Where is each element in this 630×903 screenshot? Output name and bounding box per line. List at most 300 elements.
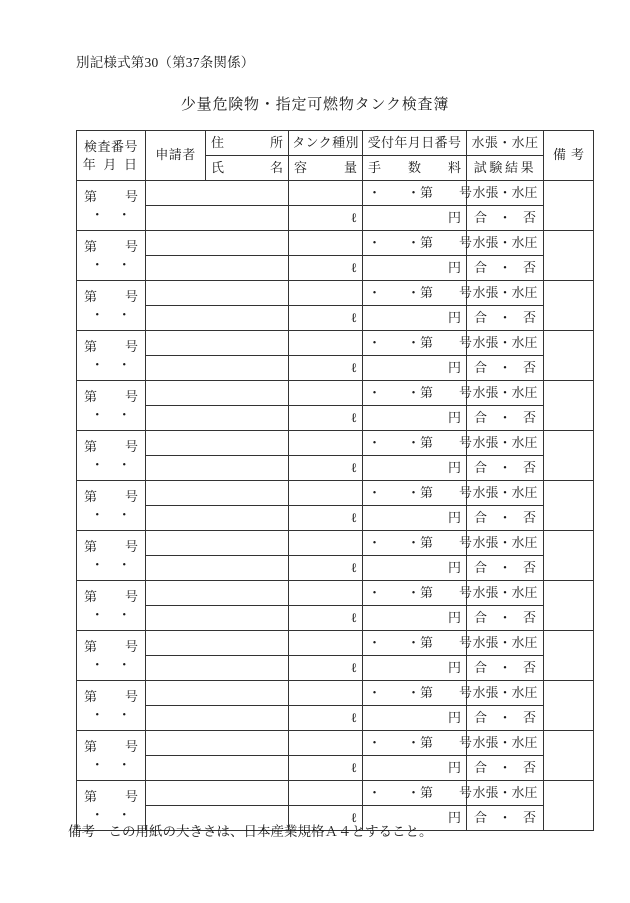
cell-fee-unit: 円 <box>447 509 461 525</box>
header-remarks <box>544 131 594 181</box>
page-title: 少量危険物・指定可燃物タンク検査簿 <box>180 97 450 113</box>
cell-test-result-separator: ・ <box>498 559 512 575</box>
cell-receipt-date-number[interactable] <box>363 581 473 606</box>
cell-address[interactable] <box>146 431 289 456</box>
cell-capacity[interactable] <box>289 556 363 581</box>
row-date-dots: ・ ・ <box>90 206 132 222</box>
header-address <box>206 131 289 156</box>
row-date-dots: ・ ・ <box>90 756 132 772</box>
cell-capacity-unit: ℓ <box>350 559 357 575</box>
cell-address[interactable] <box>146 581 289 606</box>
row-date-dots: ・ ・ <box>90 706 132 722</box>
table-row <box>77 306 594 331</box>
cell-test-type-value: 水張・水圧 <box>472 184 538 200</box>
cell-test-result[interactable] <box>467 356 544 381</box>
table-row <box>77 456 594 481</box>
cell-remarks[interactable] <box>544 781 594 831</box>
cell-test-type[interactable] <box>467 381 544 406</box>
cell-test-result[interactable] <box>467 306 544 331</box>
cell-fee[interactable] <box>363 306 467 331</box>
row-number-prefix: 第 <box>84 638 98 654</box>
cell-test-result[interactable] <box>467 656 544 681</box>
table-row <box>77 756 594 781</box>
cell-inspection-number-date[interactable] <box>77 731 146 781</box>
cell-test-type[interactable] <box>467 731 544 756</box>
cell-tank-type[interactable] <box>289 281 363 306</box>
cell-capacity-unit: ℓ <box>350 259 357 275</box>
header-inspection-number-label: 検査番号 <box>83 138 138 154</box>
table-row <box>77 381 594 406</box>
cell-test-result[interactable] <box>467 806 544 831</box>
row-number-suffix: 号 <box>124 738 138 754</box>
cell-test-result-fail: 否 <box>522 259 536 275</box>
cell-inspection-number-date[interactable] <box>77 331 146 381</box>
cell-test-result-fail: 否 <box>522 509 536 525</box>
cell-test-type-value: 水張・水圧 <box>472 484 538 500</box>
cell-capacity[interactable] <box>289 256 363 281</box>
cell-inspection-number-date[interactable] <box>77 281 146 331</box>
cell-fee-unit: 円 <box>447 809 461 825</box>
row-date-dots: ・ ・ <box>90 306 132 322</box>
inspection-register-table <box>76 130 594 831</box>
cell-test-result-pass: 合 <box>474 609 488 625</box>
form-number: 別記様式第30（第37条関係） <box>76 55 255 70</box>
cell-receipt-value: ・ ・第 号 <box>368 234 473 250</box>
cell-test-type[interactable] <box>467 281 544 306</box>
cell-tank-type[interactable] <box>289 481 363 506</box>
cell-fee-unit: 円 <box>447 609 461 625</box>
header-address-label-1: 住 <box>211 134 225 150</box>
table-row <box>77 706 594 731</box>
cell-test-type[interactable] <box>467 681 544 706</box>
header-tank-type <box>289 131 363 156</box>
header-test-result-label: 試験結果 <box>473 159 537 175</box>
cell-receipt-value: ・ ・第 号 <box>368 684 473 700</box>
cell-receipt-value: ・ ・第 号 <box>368 784 473 800</box>
cell-remarks[interactable] <box>544 681 594 731</box>
cell-remarks[interactable] <box>544 481 594 531</box>
cell-test-result-fail: 否 <box>522 759 536 775</box>
cell-test-type-value: 水張・水圧 <box>472 784 538 800</box>
cell-test-result-separator: ・ <box>498 409 512 425</box>
table-row <box>77 256 594 281</box>
cell-test-result-pass: 合 <box>474 809 488 825</box>
cell-receipt-value: ・ ・第 号 <box>368 284 473 300</box>
cell-capacity[interactable] <box>289 206 363 231</box>
cell-test-result-separator: ・ <box>498 809 512 825</box>
row-date-dots: ・ ・ <box>90 356 132 372</box>
cell-test-result-pass: 合 <box>474 459 488 475</box>
cell-address[interactable] <box>146 731 289 756</box>
header-test-result <box>467 156 544 181</box>
cell-address[interactable] <box>146 231 289 256</box>
cell-tank-type[interactable] <box>289 781 363 806</box>
cell-fee-unit: 円 <box>447 259 461 275</box>
cell-fee[interactable] <box>363 656 467 681</box>
cell-name[interactable] <box>146 556 289 581</box>
header-name-label-2: 名 <box>269 159 283 175</box>
cell-inspection-number-date[interactable] <box>77 231 146 281</box>
cell-address[interactable] <box>146 781 289 806</box>
cell-test-result-separator: ・ <box>498 209 512 225</box>
cell-capacity[interactable] <box>289 756 363 781</box>
cell-test-result[interactable] <box>467 406 544 431</box>
row-number-suffix: 号 <box>124 588 138 604</box>
cell-test-result-pass: 合 <box>474 659 488 675</box>
cell-test-result[interactable] <box>467 456 544 481</box>
header-inspection-number-date <box>77 131 146 181</box>
cell-receipt-date-number[interactable] <box>363 381 473 406</box>
cell-address[interactable] <box>146 531 289 556</box>
header-tank-type-label: タンク種別 <box>292 134 359 150</box>
cell-tank-type[interactable] <box>289 681 363 706</box>
cell-fee[interactable] <box>363 606 467 631</box>
header-fee-label-3: 料 <box>447 159 461 175</box>
cell-tank-type[interactable] <box>289 181 363 206</box>
cell-test-result-pass: 合 <box>474 259 488 275</box>
cell-capacity[interactable] <box>289 706 363 731</box>
cell-remarks[interactable] <box>544 231 594 281</box>
cell-receipt-value: ・ ・第 号 <box>368 534 473 550</box>
cell-address[interactable] <box>146 181 289 206</box>
cell-receipt-date-number[interactable] <box>363 531 473 556</box>
cell-test-result-separator: ・ <box>498 509 512 525</box>
cell-test-result-pass: 合 <box>474 709 488 725</box>
cell-remarks[interactable] <box>544 431 594 481</box>
cell-capacity-unit: ℓ <box>350 359 357 375</box>
table-row <box>77 356 594 381</box>
row-number-suffix: 号 <box>124 388 138 404</box>
table-row <box>77 606 594 631</box>
row-number-suffix: 号 <box>124 188 138 204</box>
cell-fee[interactable] <box>363 756 467 781</box>
cell-test-result-pass: 合 <box>474 559 488 575</box>
cell-receipt-date-number[interactable] <box>363 331 473 356</box>
cell-receipt-date-number[interactable] <box>363 231 473 256</box>
cell-capacity-unit: ℓ <box>350 509 357 525</box>
header-receipt-date-number-label: 受付年月日番号 <box>367 134 462 150</box>
table-row <box>77 681 594 706</box>
table-row <box>77 331 594 356</box>
cell-name[interactable] <box>146 306 289 331</box>
cell-test-type[interactable] <box>467 481 544 506</box>
cell-inspection-number-date[interactable] <box>77 681 146 731</box>
cell-capacity-unit: ℓ <box>350 659 357 675</box>
table-row <box>77 481 594 506</box>
row-number-suffix: 号 <box>124 288 138 304</box>
cell-test-result-pass: 合 <box>474 359 488 375</box>
cell-tank-type[interactable] <box>289 731 363 756</box>
header-capacity <box>289 156 363 181</box>
row-date-dots: ・ ・ <box>90 456 132 472</box>
table-row <box>77 181 594 206</box>
cell-fee-unit: 円 <box>447 659 461 675</box>
cell-test-type[interactable] <box>467 581 544 606</box>
row-date-dots: ・ ・ <box>90 606 132 622</box>
row-number-suffix: 号 <box>124 438 138 454</box>
cell-tank-type[interactable] <box>289 581 363 606</box>
cell-test-type[interactable] <box>467 181 544 206</box>
header-address-label-2: 所 <box>269 134 283 150</box>
cell-name[interactable] <box>146 256 289 281</box>
header-capacity-label-2: 量 <box>343 159 357 175</box>
cell-fee-unit: 円 <box>447 409 461 425</box>
row-number-prefix: 第 <box>84 388 98 404</box>
cell-test-result-fail: 否 <box>522 359 536 375</box>
row-number-prefix: 第 <box>84 588 98 604</box>
row-date-dots: ・ ・ <box>90 506 132 522</box>
cell-remarks[interactable] <box>544 281 594 331</box>
cell-test-result-separator: ・ <box>498 609 512 625</box>
cell-test-result-fail: 否 <box>522 609 536 625</box>
cell-test-type[interactable] <box>467 781 544 806</box>
cell-test-result-separator: ・ <box>498 309 512 325</box>
row-number-prefix: 第 <box>84 238 98 254</box>
cell-receipt-date-number[interactable] <box>363 181 473 206</box>
cell-fee-unit: 円 <box>447 709 461 725</box>
cell-remarks[interactable] <box>544 531 594 581</box>
cell-fee[interactable] <box>363 256 467 281</box>
cell-test-result-separator: ・ <box>498 259 512 275</box>
cell-inspection-number-date[interactable] <box>77 431 146 481</box>
cell-tank-type[interactable] <box>289 531 363 556</box>
cell-name[interactable] <box>146 706 289 731</box>
cell-name[interactable] <box>146 656 289 681</box>
cell-capacity[interactable] <box>289 356 363 381</box>
cell-capacity-unit: ℓ <box>350 609 357 625</box>
row-number-prefix: 第 <box>84 788 98 804</box>
cell-fee-unit: 円 <box>447 309 461 325</box>
cell-test-result-fail: 否 <box>522 209 536 225</box>
cell-name[interactable] <box>146 756 289 781</box>
cell-capacity-unit: ℓ <box>350 809 357 825</box>
cell-test-result[interactable] <box>467 206 544 231</box>
row-number-prefix: 第 <box>84 488 98 504</box>
cell-capacity[interactable] <box>289 656 363 681</box>
cell-fee[interactable] <box>363 456 467 481</box>
cell-name[interactable] <box>146 406 289 431</box>
cell-receipt-date-number[interactable] <box>363 481 473 506</box>
cell-test-type-value: 水張・水圧 <box>472 334 538 350</box>
cell-test-result[interactable] <box>467 756 544 781</box>
cell-fee[interactable] <box>363 406 467 431</box>
cell-test-result-pass: 合 <box>474 309 488 325</box>
cell-receipt-value: ・ ・第 号 <box>368 184 473 200</box>
row-number-prefix: 第 <box>84 538 98 554</box>
cell-capacity[interactable] <box>289 456 363 481</box>
header-test-type <box>467 131 544 156</box>
footnote: 備考 この用紙の大きさは、日本産業規格Ａ４とすること。 <box>68 824 433 839</box>
cell-test-type[interactable] <box>467 531 544 556</box>
cell-receipt-value: ・ ・第 号 <box>368 734 473 750</box>
table-row <box>77 206 594 231</box>
cell-name[interactable] <box>146 506 289 531</box>
cell-capacity[interactable] <box>289 606 363 631</box>
cell-name[interactable] <box>146 606 289 631</box>
table-row <box>77 506 594 531</box>
header-fee-label-2: 数 <box>407 159 421 175</box>
table-row <box>77 431 594 456</box>
cell-capacity[interactable] <box>289 406 363 431</box>
cell-capacity-unit: ℓ <box>350 759 357 775</box>
cell-remarks[interactable] <box>544 731 594 781</box>
cell-address[interactable] <box>146 281 289 306</box>
cell-test-result[interactable] <box>467 606 544 631</box>
cell-inspection-number-date[interactable] <box>77 581 146 631</box>
cell-address[interactable] <box>146 681 289 706</box>
header-fee-label-1: 手 <box>368 159 382 175</box>
cell-test-type-value: 水張・水圧 <box>472 634 538 650</box>
row-number-suffix: 号 <box>124 788 138 804</box>
cell-address[interactable] <box>146 381 289 406</box>
row-number-suffix: 号 <box>124 488 138 504</box>
row-number-suffix: 号 <box>124 238 138 254</box>
row-date-dots: ・ ・ <box>90 406 132 422</box>
table-row <box>77 556 594 581</box>
cell-test-type-value: 水張・水圧 <box>472 384 538 400</box>
cell-fee-unit: 円 <box>447 459 461 475</box>
header-inspection-date-label: 年 月 日 <box>82 156 140 172</box>
cell-capacity-unit: ℓ <box>350 409 357 425</box>
cell-receipt-date-number[interactable] <box>363 631 473 656</box>
row-date-dots: ・ ・ <box>90 806 132 822</box>
table-row <box>77 631 594 656</box>
header-remarks-label: 備考 <box>552 147 589 163</box>
cell-test-result-separator: ・ <box>498 459 512 475</box>
cell-fee-unit: 円 <box>447 359 461 375</box>
cell-receipt-value: ・ ・第 号 <box>368 584 473 600</box>
header-name-label-1: 氏 <box>211 159 225 175</box>
cell-test-type[interactable] <box>467 431 544 456</box>
cell-remarks[interactable] <box>544 331 594 381</box>
cell-fee[interactable] <box>363 556 467 581</box>
row-number-suffix: 号 <box>124 688 138 704</box>
table-row <box>77 531 594 556</box>
cell-tank-type[interactable] <box>289 231 363 256</box>
cell-test-result-separator: ・ <box>498 759 512 775</box>
cell-address[interactable] <box>146 331 289 356</box>
row-number-suffix: 号 <box>124 638 138 654</box>
header-fee <box>363 156 467 181</box>
cell-name[interactable] <box>146 456 289 481</box>
cell-receipt-value: ・ ・第 号 <box>368 634 473 650</box>
cell-test-result[interactable] <box>467 556 544 581</box>
header-applicant-label: 申請者 <box>155 147 196 163</box>
cell-address[interactable] <box>146 631 289 656</box>
cell-test-result-fail: 否 <box>522 559 536 575</box>
cell-test-type-value: 水張・水圧 <box>472 234 538 250</box>
cell-fee[interactable] <box>363 356 467 381</box>
cell-capacity-unit: ℓ <box>350 709 357 725</box>
cell-test-result-fail: 否 <box>522 459 536 475</box>
cell-test-type-value: 水張・水圧 <box>472 734 538 750</box>
cell-inspection-number-date[interactable] <box>77 481 146 531</box>
cell-fee-unit: 円 <box>447 559 461 575</box>
row-date-dots: ・ ・ <box>90 256 132 272</box>
cell-test-type-value: 水張・水圧 <box>472 434 538 450</box>
cell-inspection-number-date[interactable] <box>77 381 146 431</box>
row-number-prefix: 第 <box>84 338 98 354</box>
cell-name[interactable] <box>146 356 289 381</box>
cell-receipt-date-number[interactable] <box>363 781 473 806</box>
cell-receipt-value: ・ ・第 号 <box>368 484 473 500</box>
cell-test-type-value: 水張・水圧 <box>472 684 538 700</box>
cell-test-type[interactable] <box>467 231 544 256</box>
cell-inspection-number-date[interactable] <box>77 181 146 231</box>
cell-test-result[interactable] <box>467 706 544 731</box>
cell-fee[interactable] <box>363 506 467 531</box>
cell-receipt-date-number[interactable] <box>363 731 473 756</box>
cell-receipt-date-number[interactable] <box>363 681 473 706</box>
cell-capacity-unit: ℓ <box>350 209 357 225</box>
cell-test-result-separator: ・ <box>498 659 512 675</box>
header-test-type-label: 水張・水圧 <box>471 134 539 150</box>
table-header-row-1 <box>77 131 594 156</box>
cell-test-result-fail: 否 <box>522 409 536 425</box>
cell-inspection-number-date[interactable] <box>77 631 146 681</box>
table-row <box>77 731 594 756</box>
cell-remarks[interactable] <box>544 631 594 681</box>
cell-tank-type[interactable] <box>289 431 363 456</box>
cell-tank-type[interactable] <box>289 381 363 406</box>
cell-test-result[interactable] <box>467 256 544 281</box>
row-number-prefix: 第 <box>84 438 98 454</box>
table-body <box>77 131 594 831</box>
header-receipt-date-number <box>363 131 467 156</box>
cell-tank-type[interactable] <box>289 631 363 656</box>
table-row <box>77 656 594 681</box>
cell-test-result-pass: 合 <box>474 209 488 225</box>
table-row <box>77 581 594 606</box>
cell-test-result-fail: 否 <box>522 309 536 325</box>
cell-test-result-fail: 否 <box>522 709 536 725</box>
cell-fee[interactable] <box>363 706 467 731</box>
cell-receipt-date-number[interactable] <box>363 281 473 306</box>
cell-fee[interactable] <box>363 206 467 231</box>
table-row <box>77 281 594 306</box>
cell-test-type-value: 水張・水圧 <box>472 284 538 300</box>
table-row <box>77 231 594 256</box>
row-number-suffix: 号 <box>124 538 138 554</box>
cell-test-type[interactable] <box>467 631 544 656</box>
cell-test-result[interactable] <box>467 506 544 531</box>
cell-inspection-number-date[interactable] <box>77 531 146 581</box>
cell-test-result-pass: 合 <box>474 409 488 425</box>
cell-receipt-date-number[interactable] <box>363 431 473 456</box>
cell-tank-type[interactable] <box>289 331 363 356</box>
cell-remarks[interactable] <box>544 381 594 431</box>
cell-receipt-value: ・ ・第 号 <box>368 334 473 350</box>
cell-test-result-fail: 否 <box>522 809 536 825</box>
table-row <box>77 406 594 431</box>
cell-remarks[interactable] <box>544 181 594 231</box>
cell-test-type[interactable] <box>467 331 544 356</box>
cell-name[interactable] <box>146 206 289 231</box>
cell-test-result-separator: ・ <box>498 709 512 725</box>
cell-capacity-unit: ℓ <box>350 309 357 325</box>
cell-capacity[interactable] <box>289 506 363 531</box>
cell-remarks[interactable] <box>544 581 594 631</box>
header-capacity-label-1: 容 <box>294 159 308 175</box>
cell-test-type-value: 水張・水圧 <box>472 534 538 550</box>
cell-fee-unit: 円 <box>447 759 461 775</box>
cell-address[interactable] <box>146 481 289 506</box>
row-date-dots: ・ ・ <box>90 556 132 572</box>
cell-capacity[interactable] <box>289 306 363 331</box>
row-date-dots: ・ ・ <box>90 656 132 672</box>
header-applicant <box>146 131 206 181</box>
cell-fee-unit: 円 <box>447 209 461 225</box>
